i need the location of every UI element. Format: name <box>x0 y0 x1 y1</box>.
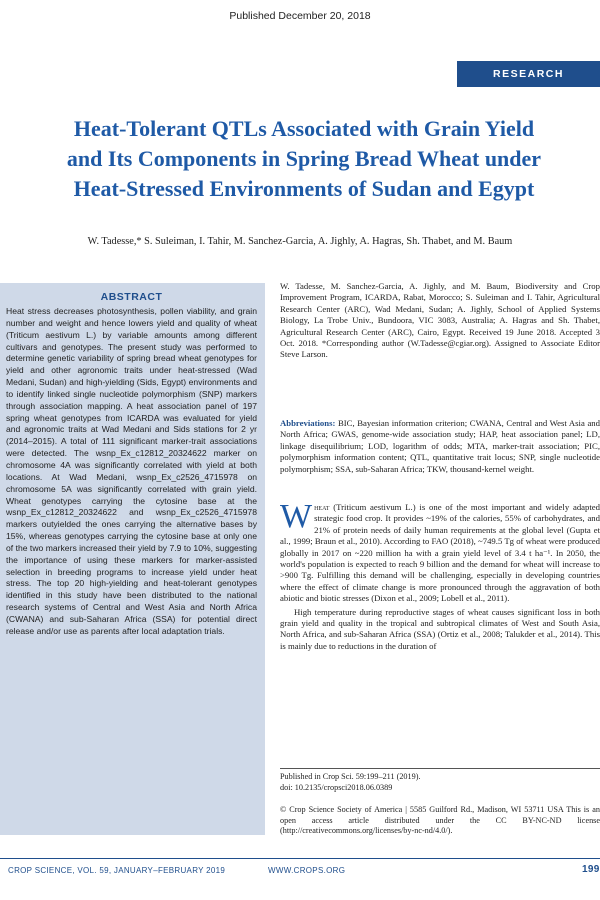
title-line-3: Heat-Stressed Environments of Sudan and Egypt <box>73 176 535 201</box>
abbreviations-label: Abbreviations: <box>280 418 336 428</box>
footer-rule <box>0 858 600 859</box>
abbreviations <box>280 418 600 475</box>
footer-journal: CROP SCIENCE, VOL. 59, JANUARY–FEBRUARY 2019 <box>8 866 226 875</box>
title-line-2: and Its Components in Spring Bread Wheat under <box>66 146 542 171</box>
author-affiliations: W. Tadesse, M. Sanchez-Garcia, A. Jighly, and M. Baum, Biodiversity and Crop Improvement Program, ICARDA, Rabat, Morocco; S. Suleiman and I. Tahir, Agricultural Research Center (ARC), Wad Medani, Sudan; A. Jighly, School of Applied Systems Biology, La Trobe Univ., Bundoora, VIC 3083, Australia; A. Hagras and Sh. Thabet, Agricultural Research Center (ARC), Cairo, Egypt. Received 19 June 2018. Accepted 3 Oct. 2018. *Corresponding author (W.Tadesse@cgiar.org). Assigned to Associate Editor Steve Larson. <box>280 281 600 360</box>
abstract-text: Heat stress decreases photosynthesis, pollen viability, and grain number and weight and hence lowers yield and quality of wheat (Triticum aestivum L.) by variable amounts among different cultivars and genotypes. The present study was performed to determine genetic variability of spring bread wheat genotypes for yield and other agronomic traits under heat-stressed (Wad Medani, Sudan) and high-yielding (Sids, Egypt) environments and to identify linked single nucleotide polymorphism (SNP) markers through association mapping. A heat association panel of 197 spring wheat genotypes from ICARDA was evaluated for yield and agronomic traits at Wad Medani and Sids stations for 2 yr (2014–2015). A total of 111 significant marker-trait associations were detected. The wsnp_Ex_c12812_20324622 marker on chromosome 4A was significantly correlated with yield at both locations. At Wad Medani, wsnp_Ex_c2526_4715978 on chromosome 5A was significantly correlated with grain yield. Wheat genotypes carrying the cytosine base at the wsnp_Ex_c12812_20324622 and wsnp_Ex_c2526_4715978 markers outyielded the ones carrying the alternative bases by 15%, whereas genotypes carrying the cytosine base at only one of the two markers increased their yield by 7.9 to 10%, suggesting the importance of using these markers for marker-assisted selection in breeding programs to increase yield under heat stress. The top 20 high-yielding and heat-tolerant genotypes identified in this study have been distributed to the national research systems of Central and West Asia and North Africa (CWANA) and sub-Saharan Africa (SSA) for potential direct release and/or use as parents after local adaptation trials. <box>6 306 257 636</box>
copyright-notice: © Crop Science Society of America | 5585 Guilford Rd., Madison, WI 53711 USA This is an open access article distributed under the CC BY-NC-ND license (http://creativecommons.org/licenses/by-nc-nd/4.0/). <box>280 805 600 835</box>
introduction-text <box>280 498 600 652</box>
abstract-box <box>0 283 265 835</box>
footer-page-number: 199 <box>582 864 600 875</box>
publication-info <box>280 772 600 793</box>
intro-paragraph-2: High temperature during reproductive stages of wheat causes significant loss in both grain yield and quality in the tropical and subtropical climates of West and South Asia, North Africa, and sub-Saharan Africa (SSA) (Ortiz et al., 2008; Talukder et al., 2014). This is mainly due to reductions in the duration of <box>280 606 600 651</box>
lead-smallcaps: heat <box>314 502 330 512</box>
intro-paragraph-1-text: (Triticum aestivum L.) is one of the most important and widely adapted strategic food crop. It provides ~19% of the calories, 55% of carbohydrates, and 21% of protein needs of daily human requirements at the global level (Gupta et al., 1999; Braun et al., 2010). According to FAO (2018), ~749.5 Tg of wheat were produced globally in 2017 on ~220 million ha with a grain yield level of 3.4 t ha⁻¹. In 2050, the world's population is expected to reach 9 billion and the demand for wheat will increase to >900 Tg. Fulfilling this demand will be challenging, especially in developing countries where the effect of climate change is more pronounced through the aggravation of both abiotic and biotic stresses (Dixon et al., 2009; Lobell et al., 2011). <box>280 502 600 604</box>
section-tag-research: RESEARCH <box>457 61 600 87</box>
author-list: W. Tadesse,* S. Suleiman, I. Tahir, M. Sanchez-Garcia, A. Jighly, A. Hagras, Sh. Thabet, and M. Baum <box>87 236 513 247</box>
publication-citation: Published in Crop Sci. 59:199–211 (2019). <box>280 772 421 781</box>
abbreviations-text: BIC, Bayesian information criterion; CWANA, Central and West Asia and North Africa; GWAS, genome-wide association study; HAP, heat association panel; LD, linkage disequilibrium; LOD, logarithm of odds; MTA, marker-trait association; PIC, polymorphism information content; QTL, quantitative trait locus; SNP, single nucleotide polymorphism; SSA, sub-Saharan Africa; TKW, thousand-kernel weight. <box>280 418 600 474</box>
drop-cap: W <box>280 498 313 535</box>
intro-paragraph-1 <box>280 498 600 605</box>
divider-rule <box>280 768 600 769</box>
publication-doi: doi: 10.2135/cropsci2018.06.0389 <box>280 782 393 792</box>
article-title <box>8 114 600 204</box>
published-date: Published December 20, 2018 <box>229 10 371 22</box>
abstract-heading: ABSTRACT <box>100 291 163 303</box>
footer-website[interactable]: WWW.CROPS.ORG <box>268 866 346 875</box>
title-line-1: Heat-Tolerant QTLs Associated with Grain Yield <box>73 116 535 141</box>
